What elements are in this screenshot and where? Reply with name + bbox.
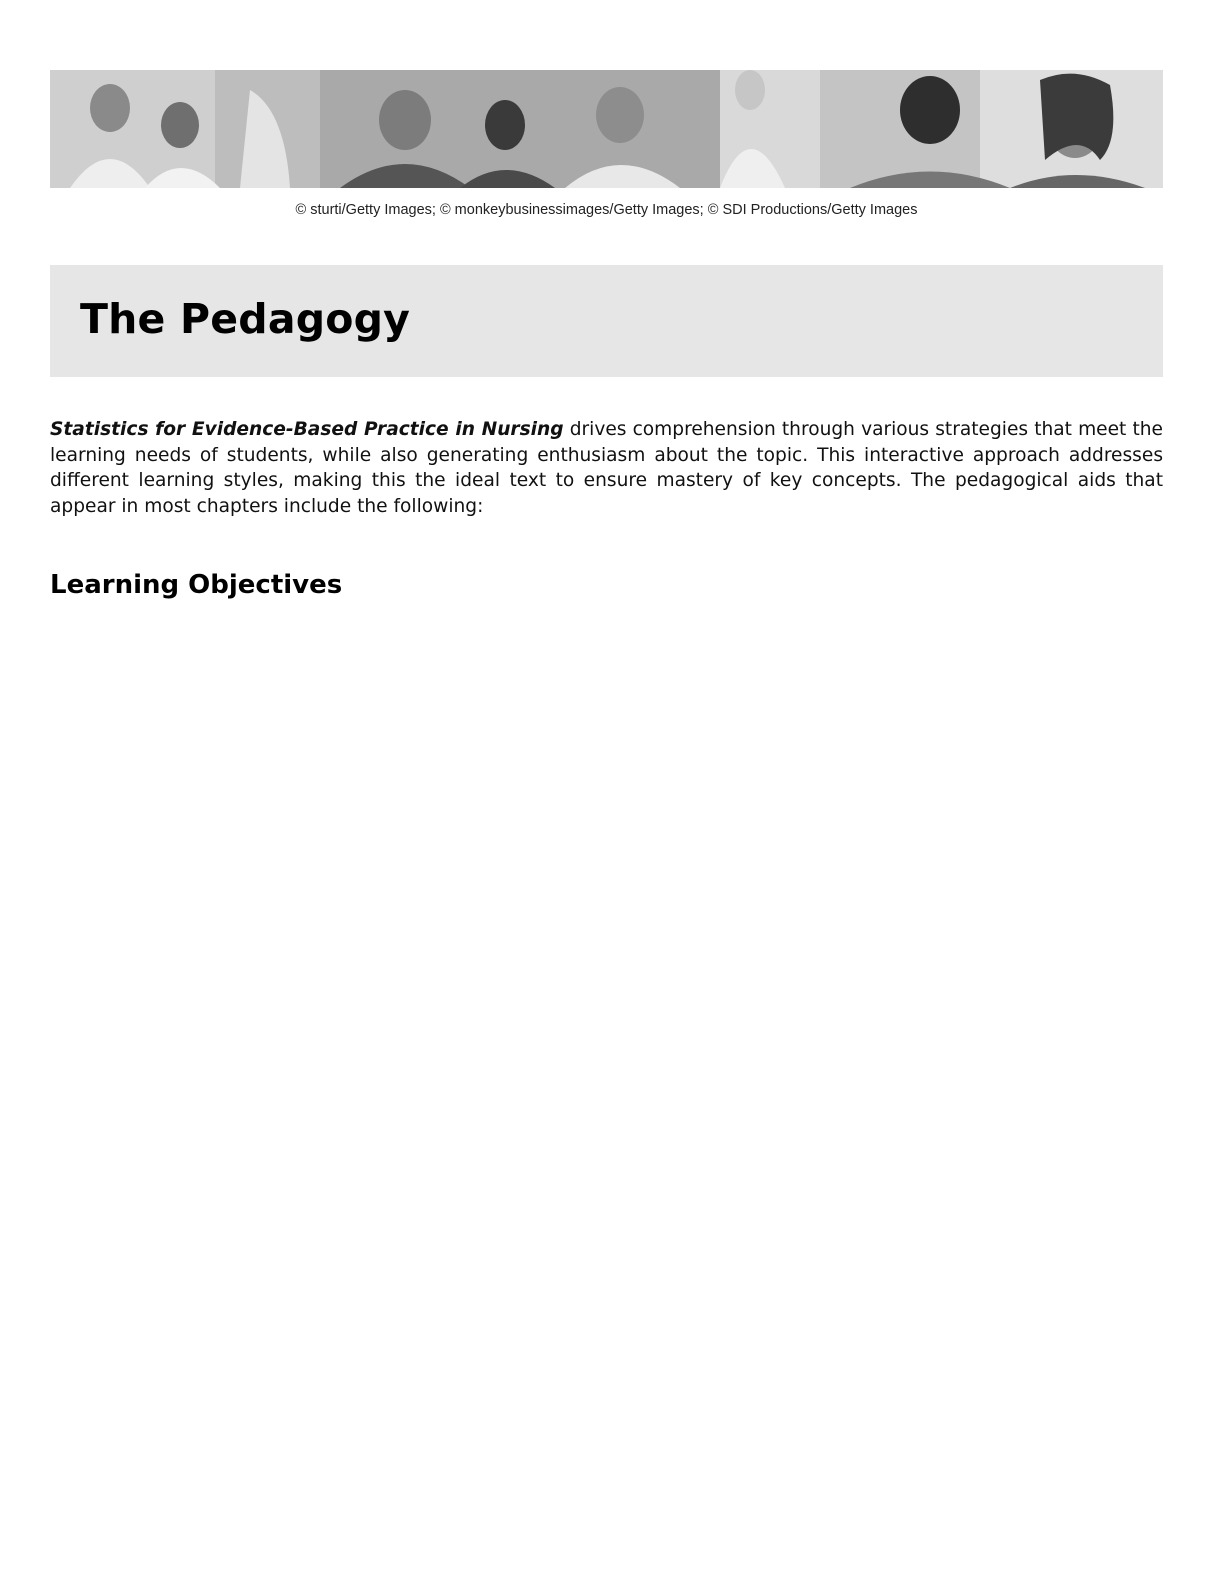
intro-paragraph	[50, 417, 1163, 519]
people-photo-icon	[50, 70, 1163, 188]
title-band	[50, 265, 1163, 377]
book-title: Statistics for Evidence-Based Practice in Nursing	[50, 419, 564, 440]
photo-credit: © sturti/Getty Images; © monkeybusinessimages/Getty Images; © SDI Productions/Getty Images	[295, 202, 918, 218]
section-heading: Learning Objectives	[50, 570, 343, 600]
photo-banner	[50, 70, 1163, 188]
intro-text: drives comprehension through various strategies that meet the learning needs of students, while also generating enthusiasm about the topic. This interactive approach addresses different learning styles, making this the ideal text to ensure mastery of key concepts. The pedagogical aids that appear in most chapters include the following:	[50, 419, 1163, 517]
page-title: The Pedagogy	[80, 295, 411, 343]
